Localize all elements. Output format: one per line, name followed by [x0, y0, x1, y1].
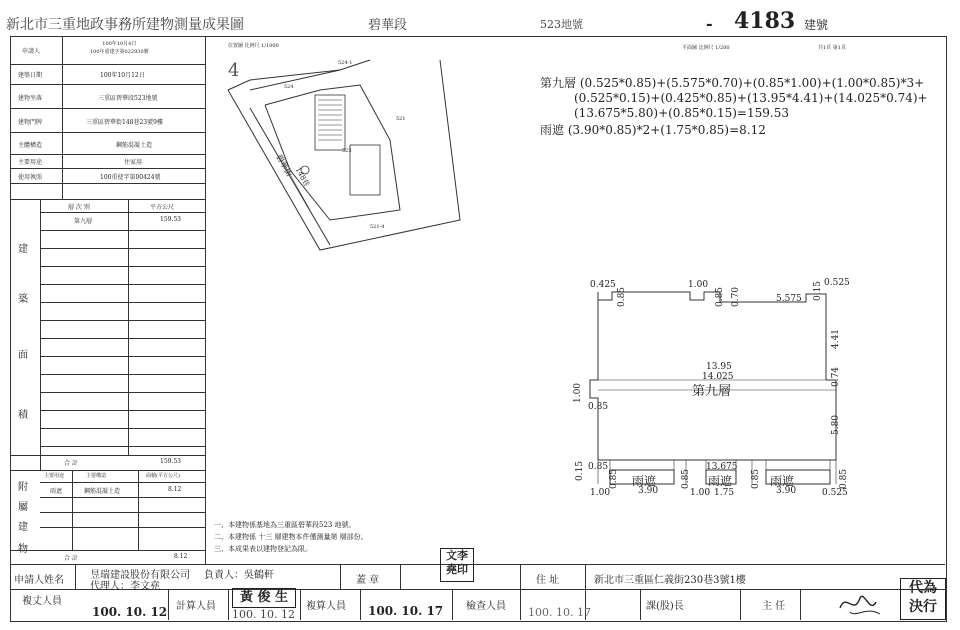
- row-label-permit: 使用執照: [18, 174, 43, 181]
- dim-mid-14025: 14.025: [702, 372, 734, 382]
- attached-side-3: 建: [18, 522, 28, 533]
- dim-bottom-v-4: 0.85: [839, 468, 850, 490]
- row-label-date: 建築日期: [18, 72, 43, 79]
- dim-top-0525: 0.525: [824, 278, 850, 288]
- floor-label: 第九層: [692, 384, 732, 399]
- note-1: 一、本建物係基地為三重區碧華段523 地號。: [214, 521, 356, 529]
- applicant-seal-stamp: 文李 堯印: [440, 548, 474, 582]
- draftsman-label: 複丈人員: [22, 596, 62, 607]
- proxy-approval-stamp: 代為 決行: [900, 578, 946, 620]
- side-char-3: 面: [18, 350, 28, 361]
- canopy-label-3: 雨遮: [770, 474, 795, 488]
- dim-right-580: 5.80: [831, 414, 842, 436]
- date-reviewer: 100. 10. 17: [368, 604, 444, 618]
- dim-bottom-v-1: 0.85: [609, 468, 620, 490]
- dim-bottom-2: 3.90: [638, 486, 659, 496]
- owner-name: 負責人：吳鶴軒: [204, 570, 274, 581]
- director-signature: [836, 588, 886, 620]
- seal-label: 蓋 章: [356, 575, 380, 586]
- land-number: 523地號: [540, 18, 583, 31]
- dim-bottom-v-2: 0.85: [681, 468, 692, 490]
- row-value-applicant: 100年10月4日 100年重建字第022930號: [90, 41, 149, 55]
- dim-bottom-v-3: 0.85: [751, 468, 762, 490]
- date-calculator: 100. 10. 12: [232, 608, 295, 621]
- building-number-suffix: 建號: [804, 18, 829, 32]
- date-draftsman: 100. 10. 12: [92, 605, 168, 619]
- dim-left-015: 0.15: [575, 460, 586, 482]
- site-plan-number: 4: [228, 60, 240, 81]
- attached-row-usage: 雨遮: [50, 488, 63, 495]
- area-header-floor: 層 次 別: [68, 204, 90, 211]
- dim-top-0425: 0.425: [590, 280, 616, 290]
- note-3: 三、本成果表以建物登記為限。: [214, 545, 312, 553]
- applicant-agent: 代理人：李文堯: [90, 581, 160, 592]
- applicant-company: 昱瑞建設股份有限公司: [90, 570, 190, 581]
- area-row-area: 159.53: [160, 216, 181, 223]
- row-value-permit: 100重使字第00424號: [100, 174, 161, 181]
- attached-header-area: 面積(平方公尺): [146, 473, 180, 479]
- site-label-lane: 148巷: [293, 166, 311, 188]
- document-title: 新北市三重地政事務所建物測量成果圖: [6, 17, 244, 33]
- dim-13675: 13.675: [706, 462, 738, 472]
- attached-side-4: 物: [18, 544, 28, 555]
- side-char-2: 築: [18, 294, 28, 305]
- calculator-stamp: 黃 俊 生: [232, 588, 296, 608]
- applicant-label: 申請人姓名: [14, 575, 64, 586]
- dim-left-085b: 0.85: [588, 462, 609, 472]
- address-value: 新北市三重區仁義街230巷3號1樓: [594, 575, 746, 586]
- site-plan-scale: 位置圖 比例尺 1/1000: [228, 43, 279, 49]
- row-value-structure: 鋼筋混凝土造: [116, 142, 153, 149]
- dim-top-5575: 5.575: [776, 294, 802, 304]
- site-label-521: 521: [396, 116, 406, 122]
- note-2: 二、本建物係 十三 層建物本件僅測量第 層部份。: [214, 533, 368, 541]
- site-label-521-4: 521-4: [370, 224, 385, 230]
- address-label: 住 址: [536, 575, 560, 586]
- director-label: 主 任: [762, 601, 786, 612]
- side-char-4: 積: [18, 410, 28, 421]
- attached-header-structure: 主要構造: [86, 473, 107, 479]
- checker-label: 檢查人員: [466, 601, 506, 612]
- calculator-label: 計算人員: [176, 601, 216, 612]
- formula-line-1: 第九層 (0.525*0.85)+(5.575*0.70)+(0.85*1.00)+(1.00*0.85)*3+: [540, 76, 925, 90]
- row-value-date: 100年10月12日: [100, 72, 145, 79]
- area-header-area: 平方公尺: [150, 204, 175, 211]
- date-checker: 100. 10. 17: [528, 606, 591, 619]
- attached-side-2: 屬: [18, 502, 28, 513]
- left-table-label-col: [62, 36, 63, 199]
- attached-header-usage: 主要用途: [44, 473, 65, 479]
- area-row-floor: 第九層: [74, 218, 93, 225]
- dim-top-v-2: 0.85: [715, 286, 726, 308]
- dim-top-v-4: 0.15: [813, 280, 824, 302]
- dim-bottom-1: 1.00: [590, 488, 611, 498]
- reviewer-label: 複算人員: [306, 601, 346, 612]
- header-dash: -: [706, 14, 713, 33]
- site-label-street: 碧華街: [274, 152, 294, 179]
- formula-line-2: (0.525*0.15)+(0.425*0.85)+(13.95*4.41)+(14.025*0.74)+: [574, 91, 928, 105]
- dim-top-v-1: 0.85: [617, 286, 628, 308]
- dim-left-085: 0.85: [588, 402, 609, 412]
- total-label: 合 計: [64, 460, 78, 467]
- side-char-1: 建: [18, 244, 28, 255]
- total-value: 159.53: [160, 458, 181, 465]
- canopy-label-2: 雨遮: [708, 474, 733, 488]
- site-plan-drawing: [210, 50, 470, 270]
- site-label-524: 524: [284, 84, 294, 90]
- formula-line-4: 雨遮 (3.90*0.85)*2+(1.75*0.85)=8.12: [540, 123, 766, 137]
- plan-sheet: 共1頁 第1頁: [818, 45, 846, 51]
- attached-total-value: 8.12: [174, 553, 188, 560]
- left-table-right-border: [205, 36, 206, 564]
- row-label-address: 建物門牌: [18, 119, 43, 126]
- dim-bottom-3: 1.00: [690, 488, 711, 498]
- dim-right-074: 0.74: [831, 366, 842, 388]
- dim-mid-1395: 13.95: [706, 362, 732, 372]
- row-label-usage: 主要用途: [18, 159, 43, 166]
- plan-scale: 平面圖 比例尺 1/200: [682, 45, 730, 51]
- row-value-location: 三重區碧華段523地號: [98, 95, 158, 102]
- dim-top-v-3: 0.70: [731, 286, 742, 308]
- attached-row-area: 8.12: [168, 486, 182, 493]
- site-label-523: 523: [342, 148, 352, 154]
- formula-line-3: (13.675*5.80)+(0.85*0.15)=159.53: [574, 106, 789, 120]
- row-label-applicant: 申請人: [22, 48, 41, 55]
- row-label-location: 建物坐落: [18, 95, 43, 102]
- attached-total-label: 合 計: [64, 555, 78, 562]
- dim-right-441: 4.41: [831, 328, 842, 350]
- dim-bottom-5: 3.90: [776, 486, 797, 496]
- building-number: 4183: [734, 8, 796, 34]
- attached-row-structure: 鋼筋混凝土造: [84, 488, 121, 495]
- canopy-label-1: 雨遮: [632, 474, 657, 488]
- row-label-structure: 主體構造: [18, 142, 43, 149]
- dim-left-100: 1.00: [573, 382, 584, 404]
- dim-bottom-6: 0.525: [822, 488, 848, 498]
- site-label-524-1: 524-1: [338, 60, 353, 66]
- row-value-usage: 住家用: [124, 159, 143, 166]
- section-name: 碧華段: [368, 18, 408, 33]
- chief-label: 課(股)長: [646, 601, 684, 612]
- attached-side-1: 附: [18, 482, 28, 493]
- dim-top-100: 1.00: [688, 280, 709, 290]
- dim-bottom-4: 1.75: [714, 488, 735, 498]
- row-value-address: 三重區碧華街148巷23號9樓: [86, 119, 163, 126]
